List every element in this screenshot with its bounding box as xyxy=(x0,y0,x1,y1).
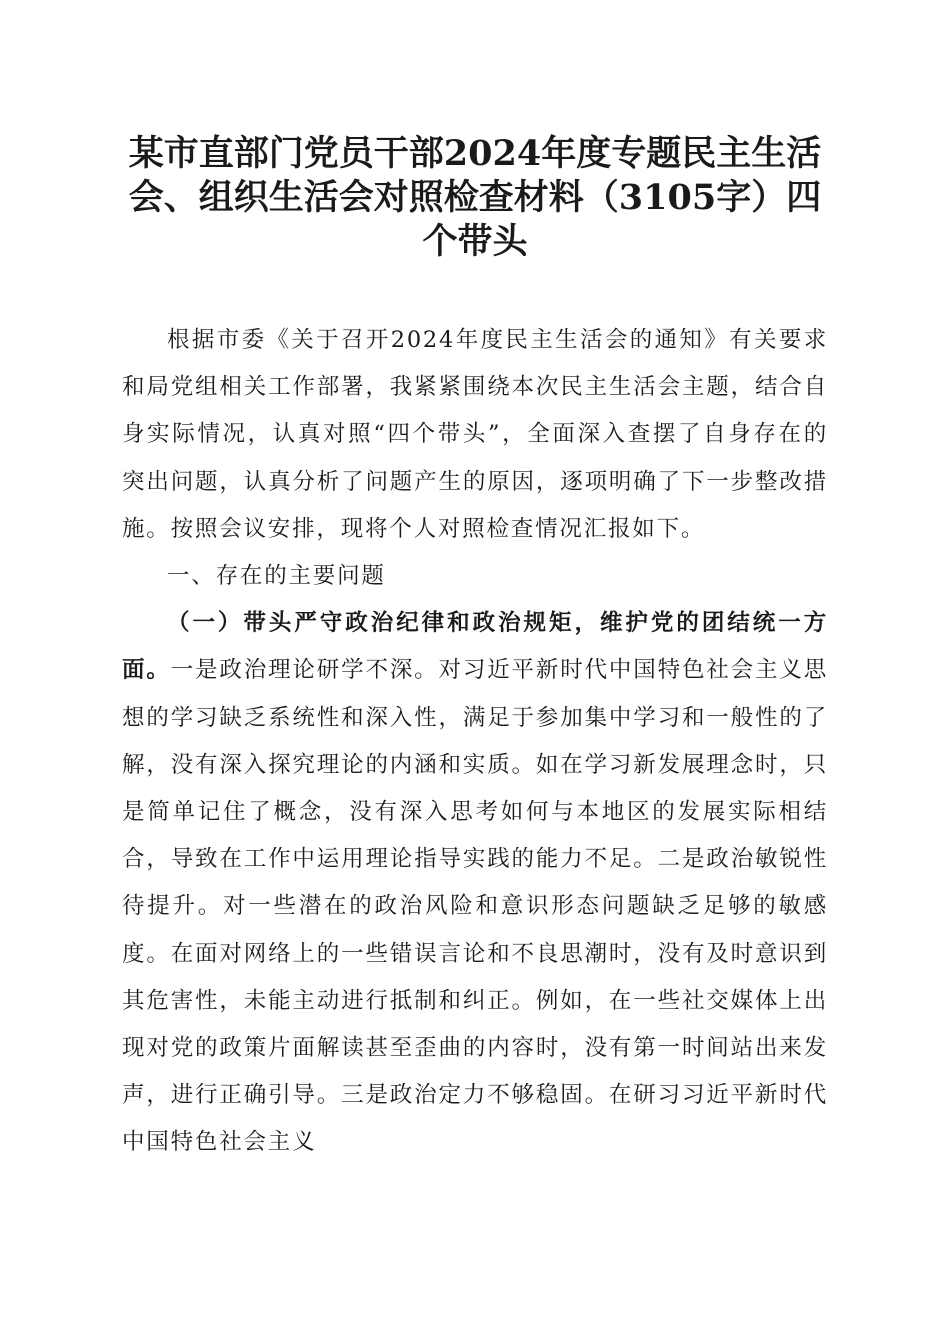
subsection-lead: （一）带头严守政治纪律和政治规矩，维护党的团结统一方面。 xyxy=(122,610,828,684)
section-heading: 一、存在的主要问题 xyxy=(167,563,386,590)
document-body xyxy=(122,317,828,1167)
subsection-body: 一是政治理论研学不深。对习近平新时代中国特色社会主义思想的学习缺乏系统性和深入性，满足于参加集中学习和一般性的了解，没有深入探究理论的内涵和实质。如在学习新发展理念时，只是简单记住了概念，没有深入思考如何与本地区的发展实际相结合，导致在工作中运用理论指导实践的能力不足。二是政治敏锐性待提升。对一些潜在的政治风险和意识形态问题缺乏足够的敏感度。在面对网络上的一些错误言论和不良思潮时，没有及时意识到其危害性，未能主动进行抵制和纠正。例如，在一些社交媒体上出现对党的政策片面解读甚至歪曲的内容时，没有第一时间站出来发声，进行正确引导。三是政治定力不够稳固。在研习习近平新时代中国特色社会主义 xyxy=(122,657,828,1156)
document-title: 某市直部门党员干部2024年度专题民主生活会、组织生活会对照检查材料（3105字）四个带头 xyxy=(128,133,822,262)
intro-paragraph: 根据市委《关于召开2024年度民主生活会的通知》有关要求和局党组相关工作部署，我紧紧围绕本次民主生活会主题，结合自身实际情况，认真对照“四个带头”，全面深入查摆了自身存在的突出问题，认真分析了问题产生的原因，逐项明确了下一步整改措施。按照会议安排，现将个人对照检查情况汇报如下。 xyxy=(122,327,828,542)
subsection-paragraph xyxy=(122,600,828,1166)
